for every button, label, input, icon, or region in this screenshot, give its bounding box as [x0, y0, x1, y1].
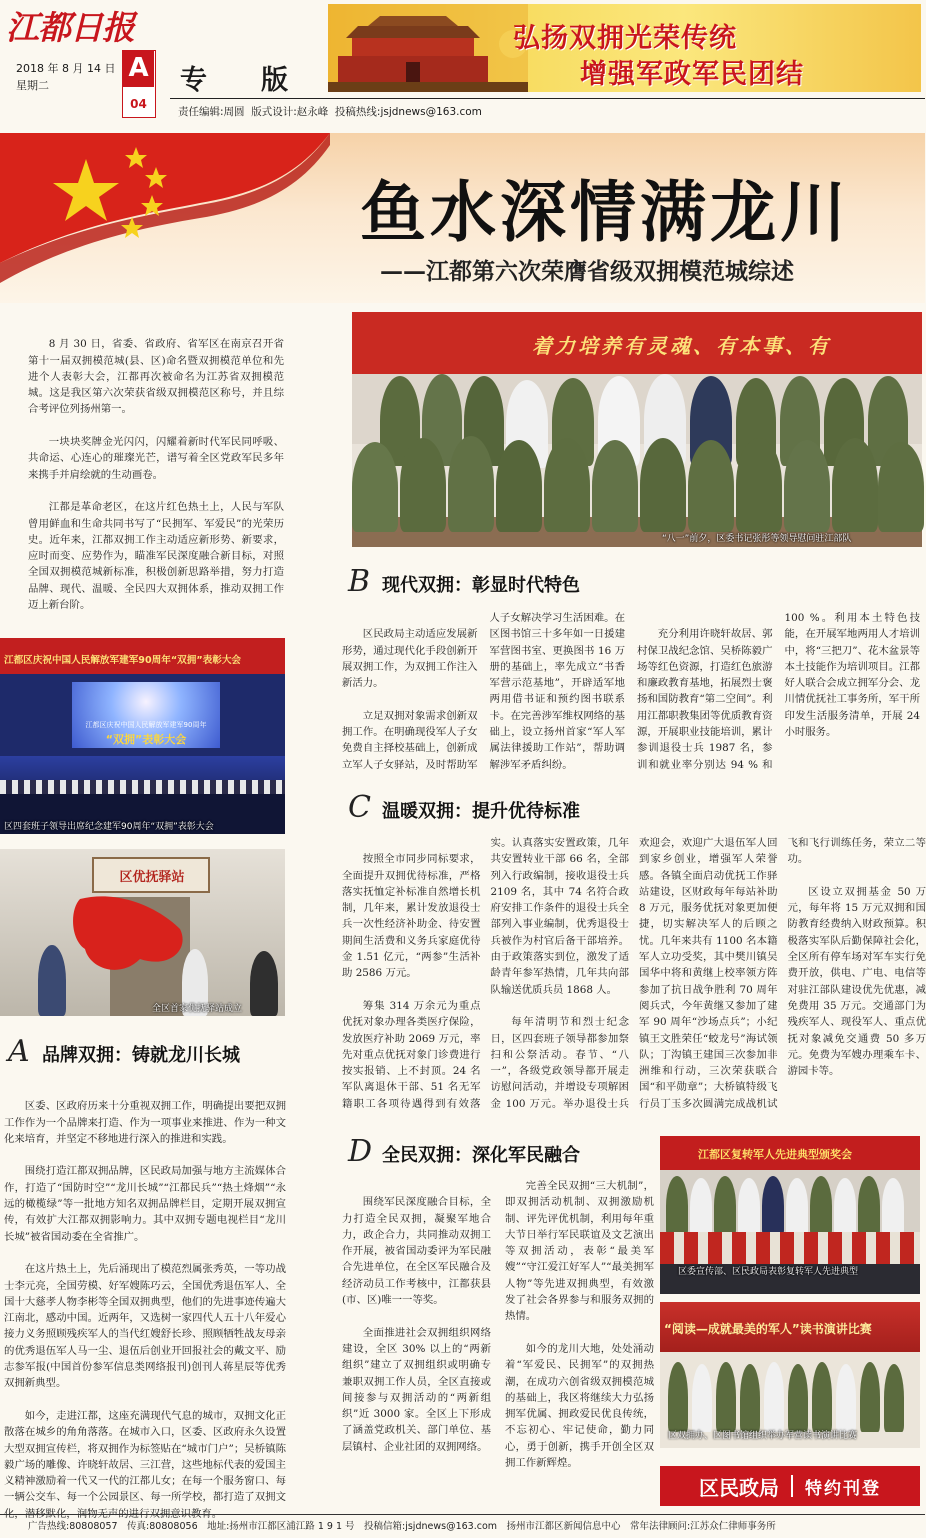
- section-a-paragraph: 区委、区政府历来十分重视双拥工作，明确提出要把双拥工作作为一个品牌来打造、作为一项事业来推进、作为一种文化来培育，并坚定不移地进行深入的推进和实践。: [4, 1098, 286, 1147]
- contest-banner-text: “阅读—成就最美的军人”读书演讲比赛: [664, 1320, 872, 1337]
- intro-paragraph: 一块块奖牌金光闪闪，闪耀着新时代军民同呼吸、共命运、心连心的璀璨光芒，谱写着全区党政军民多年来携手并肩绘就的生动画卷。: [28, 434, 284, 483]
- footer-line: 广告热线:80808057 传真:80808056 地址:扬州市江都区浦江路 1 9 1 号 投稿信箱:jsjdnews@163.com 扬州市江都区新闻信息中心 常年法律顾问:江苏众仁律师事务所: [28, 1518, 776, 1532]
- edition-number: 04: [123, 97, 154, 111]
- award-banner-text: 江都区复转军人先进典型颁奖会: [698, 1146, 852, 1162]
- section-d-paragraph: 全面推进社会双拥组织网络建设，全区 30% 以上的“两新组织”建立了双拥组织或明确专兼职双拥工作人员，全区直接或间接参与双拥活动的“两新组织”近 3000 家。全区上下形成了涵盖党政机关、部门单位、基层镇村、企业社团的双拥网络。: [342, 1325, 491, 1455]
- top-photo-banner-text: 着力培养有灵魂、有本事、有: [532, 330, 831, 359]
- section-a-paragraph: 在这片热土上，先后涌现出了模范烈属张秀英，一等功战士李元亮，全国劳模、好军嫂陈巧云，全国优秀退伍军人、全国十大慈孝人物李彬等全国双拥典型，他们的先进事迹传遍大江南北，感动中国。近两年，又选树一家四代人五十八年爱心接力义务照顾残疾军人的当代红嫂舒长珍、照顾牺牲战友母亲的优秀退伍军人马一尘、退伍后创业开回报社会的戴文平、励志参军报(中国首份参军信息类网络报刊)创刊人蒋星辰等优秀双拥新典型。: [4, 1261, 286, 1391]
- section-c-paragraph: 区设立双拥基金 50 万元，每年将 15 万元双拥和国防教育经费纳入财政预算。积极落实军队后勤保障社会化，全区所有停车场对军车实行免费开放，供电、广电、电信等对驻江部队建设优先优惠，减免费用 35 万元。交通部门为残疾军人、现役军人、重点优抚对象减免交通费 50 多万元。免费为军嫂办理乘车卡、游园卡等。: [788, 884, 926, 1080]
- section-a-title: 品牌双拥：铸就龙川长城: [42, 1041, 240, 1067]
- meeting-screen-line-2: “双拥”表彰大会: [78, 731, 214, 747]
- section-d-title: 全民双拥：深化军民融合: [382, 1141, 580, 1167]
- top-photo: [352, 312, 922, 547]
- station-photo: [0, 849, 285, 1016]
- sponsor-tag: 特约刊登: [805, 1474, 881, 1499]
- banner-line-2: 增强军政军民团结: [580, 52, 804, 91]
- section-c-letter: C: [348, 790, 382, 825]
- intro-paragraph: 江都是革命老区，在这片红色热土上，人民与军队曾用鲜血和生命共同书写了“民拥军、军爱民”的光荣历史。近年来，江都双拥工作主动适应新形势、新要求，应时而变、应势作为，瞄准军民深度融合新目标，对照全国双拥模范城新标准，积极创新思路举措，努力打造品牌、现代、温暖、全民四大双拥体系，推动双拥工作迈上新台阶。: [28, 499, 284, 613]
- section-d-heading: [348, 1134, 580, 1169]
- credits-line: 责任编辑:周圆 版式设计:赵永峰 投稿热线:jsjdnews@163.com: [178, 104, 482, 119]
- section-c-text: [342, 835, 926, 1123]
- section-d-paragraph: 围绕军民深度融合目标，全力打造全民双拥，凝聚军地合力，政企合力，共同推动双拥工作开展，被省国动委评为军民融合先进单位，在全区军民融合及经济动员工作考核中，江都获县(市、区)唯一一等奖。: [342, 1194, 491, 1308]
- station-plaque-text: 区优抚驿站: [98, 866, 206, 885]
- section-c-paragraph: 按照全市同步同标要求，全面提升双拥优待标准，严格落实抚恤定补标准自然增长机制，几年来，累计发放退役士兵一次性经济补助金、待安置期间生活费和义务兵家庭优待金 1.51 亿元，“两参”生活补助 2586 万元。: [342, 851, 481, 981]
- intro-paragraph: 8 月 30 日，省委、省政府、省军区在南京召开省第十一届双拥模范城(县、区)命名暨双拥模范单位和先进个人表彰大会，江都再次被命名为江苏省双拥模范城。这是我区第六次荣获省级双拥模范区称号，并且综合考评位列扬州第一。: [28, 336, 284, 417]
- tiananmen-graphic: [328, 4, 528, 92]
- banner-line-1: 弘扬双拥光荣传统: [513, 16, 737, 55]
- section-a-paragraph: 围绕打造江都双拥品牌，区民政局加强与地方主流媒体合作，打造了“国防时空”“龙川长城”“江都民兵”“热土烽烟”“永远的橄榄绿”等一批地方知名双拥品牌栏目，定期开展双拥宣传，有效扩大江都双拥影响力。其中双拥专题电视栏目“龙川长城”被省国动委在全省推广。: [4, 1163, 286, 1244]
- section-c-paragraph: 每年清明节和烈士纪念日，区四套班子领导都参加祭扫和公祭活动。春节、“八一”，各级党政领导都开展走访慰问活动，并增设专项解困金 100 万元。举办退役士兵欢迎会，欢迎广大退伍军人回到家乡创业，增强军人荣誉感。各镇全面启动优抚工作驿站建设，区财政每年每站补助 8 万元，服务优抚对象更加便捷，切实解决军人的后顾之忧。几年来共有 1100 名本籍军人立功受奖，其中樊川镇吴国华中将和黄继上校率领方阵参加了抗日战争胜利 70 周年阅兵式，今年黄继又参加了建军 90 周年“沙场点兵”；小纪镇王文胜荣任“蛟龙号”海试领队；丁沟镇王建国三次参加非洲维和行动，三次荣获联合国“和平勋章”；大桥镇特级飞行员丁玉多次圆满完成战机试飞和飞行训练任务，荣立二等功。: [491, 835, 926, 1112]
- meeting-banner-text: 江都区庆祝中国人民解放军建军90周年“双拥”表彰大会: [4, 652, 241, 666]
- section-a-paragraph: 如今，走进江都，这座充满现代气息的城市，双拥文化正散落在城乡的角角落落。在城市入口，区委、区政府永久设置大型双拥宣传栏，将双拥作为标签贴在“城市门户”；吴桥镇陈毅广场的雕像、许晓轩故居、三江营，这些地标代表的爱国主义精神激励着一代又一代的江都儿女；在每一个服务窗口、每一辆公交车、每一个公园景区、每一所学校，都打造了双拥文化，潜移默化，润物无声的进行双拥意识教育。: [4, 1408, 286, 1522]
- section-c-title: 温暖双拥：提升优待标准: [382, 797, 580, 823]
- section-d-letter: D: [348, 1134, 382, 1169]
- edition-box: [122, 50, 156, 118]
- sponsor-name: 区民政局: [699, 1472, 779, 1501]
- headline-title: 鱼水深情满龙川: [360, 159, 850, 254]
- headline-subtitle: ——江都第六次荣膺省级双拥模范城综述: [380, 253, 794, 286]
- meeting-photo-caption: 区四套班子领导出席纪念建军90周年“双拥”表彰大会: [4, 819, 214, 832]
- newspaper-logo: 江都日报: [6, 2, 134, 49]
- headline-band: [0, 133, 925, 303]
- section-c-heading: [348, 790, 580, 825]
- section-b-text: [342, 610, 920, 785]
- section-b-paragraph: 充分利用许晓轩故居、郭村保卫战纪念馆、吴桥陈毅广场等红色资源，打造红色旅游和廉政教育基地，拓展烈士褒扬和国防教育“第二空间”。利用江都职教集团等优质教育资源，开展职业技能培训，累计参训退役士兵 1987 名，参训和就业率分别达 94 % 和 100 %。利用本土特色技能，在开展军地两用人才培训中，将“三把刀”、花木盆景等本土技能作为培训项目。江都好人联合会成立拥军分会、龙川情优抚社工事务所，军干所印发生活服务清单，开展 24 小时服务。: [637, 610, 920, 773]
- section-b-letter: B: [348, 564, 382, 599]
- masthead: [0, 0, 925, 124]
- footer-rule: [0, 1514, 925, 1515]
- top-photo-caption: “八一”前夕，区委书记张彤等领导慰问驻江部队: [662, 531, 851, 544]
- award-photo-caption: 区委宣传部、区民政局表彰复转军人先进典型: [678, 1264, 858, 1277]
- section-b-paragraph: 立足双拥对象需求创新双拥工作。在明确现役军人子女免费自主择校基础上，创新成立军人子女驿站，及时帮助军人子女解决学习生活困难。在区图书馆三十多年如一日援建军营图书室、更换图书 16 万册的基础上，率先成立“书香军营示范基地”，开辟适军地两用借书证和预约图书联系卡。在完善涉军维权网络的基础上，设立扬州首家“军人军属法律援助工作站”，帮助调解涉军矛盾纠纷。: [342, 610, 625, 773]
- section-d-text: [342, 1178, 654, 1508]
- sponsor-box: [660, 1466, 920, 1506]
- section-b-paragraph: 区民政局主动适应发展新形势，通过现代化手段创新开展双拥工作，为双拥工作注入新活力。: [342, 626, 478, 691]
- intro-text: [28, 320, 284, 628]
- red-flag-graphic: [0, 133, 330, 303]
- section-d-paragraph: 完善全民双拥“三大机制”，即双拥活动机制、双拥激励机制、评先评优机制，利用每年重大节日举行军民联谊及文艺演出等双拥活动，表彰“最美军嫂”“守江爱江好军人”“最美拥军人物”等先进双拥典型，有效激发了社会各界参与和服务双拥的热情。: [505, 1178, 654, 1325]
- edition-letter: A: [123, 53, 154, 83]
- slogan-banner: [328, 4, 921, 92]
- contest-photo: [660, 1302, 920, 1448]
- award-photo: [660, 1136, 920, 1294]
- section-a-letter: A: [8, 1034, 42, 1069]
- contest-photo-caption: 区双拥办、区图书馆组织举办军营读书演讲比赛: [668, 1428, 857, 1441]
- station-photo-caption: 全区首家优抚驿站成立: [152, 1001, 242, 1014]
- issue-date: 2018 年 8 月 14 日: [16, 60, 115, 76]
- section-b-heading: [348, 564, 580, 599]
- section-d-paragraph: 如今的龙川大地，处处涌动着“军爱民、民拥军”的双拥热潮，在成功六创省级双拥模范城的基础上，我区将继续大力弘扬拥军优属、拥政爱民优良传统，不忘初心、牢记使命，勤力同心，勇于创新，携手开创全区双拥工作新辉煌。: [505, 1341, 654, 1471]
- section-a-text: [4, 1082, 286, 1508]
- section-c-paragraph: 筹集 314 万余元为重点优抚对象办理各类医疗保险，发放医疗补助 2069 万元，率先对重点优抚对象门诊费进行按实报销、上不封顶。24 名军队离退休干部、51 名无军籍职工各项待遇得到有效落实。认真落实安置政策，几年共安置转业干部 66 名，全部列入行政编制，接收退役士兵 2109 名，其中 74 名符合政府安排工作条件的退役士兵全部列入事业编制，优秀退役士兵被作为村官后备干部培养。由于政策落实到位，激发了适龄青年参军热情，几年共向部队输送优质兵员 1868 人。: [342, 835, 629, 1112]
- masthead-rule: [170, 98, 925, 99]
- meeting-photo: [0, 638, 285, 834]
- section-b-title: 现代双拥：彰显时代特色: [382, 571, 580, 597]
- issue-weekday: 星期二: [16, 77, 49, 93]
- section-name: 专 版: [180, 58, 288, 97]
- section-a-heading: [8, 1034, 240, 1069]
- sponsor-divider: [791, 1475, 793, 1497]
- meeting-screen-line-1: 江都区庆祝中国人民解放军建军90周年: [78, 720, 214, 730]
